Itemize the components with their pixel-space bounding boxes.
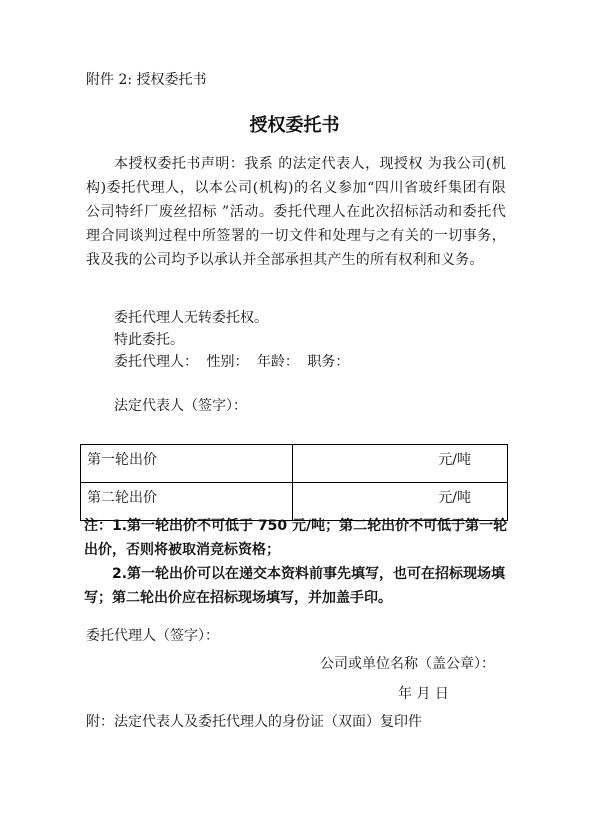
document-title: 授权委托书: [249, 115, 340, 136]
bid-table: [80, 444, 508, 521]
bid-value-field[interactable]: 元/吨: [293, 445, 508, 483]
note-2: 2.第一轮出价可以在递交本资料前事先填写，也可在招标现场填写；第二轮出价应在招标现场填写，并加盖手印。: [84, 566, 506, 606]
statement-paragraph: 本授权委托书声明：我系 的法定代表人，现授权 为我公司(机构)委托代理人，以本公司(机构)的名义参加“四川省玻纤集团有限公司特纤厂废丝招标 ”活动。委托代理人在此次招标活动和委托代理合同谈判过程中所签署的一切文件和处理与之有关的一切事务，我及我的公司均予以承认并全部承担其产生的所有权利和义务。: [86, 156, 506, 268]
date-line: 年 月 日: [398, 686, 449, 702]
appendix-note: 附：法定代表人及委托代理人的身份证（双面）复印件: [86, 714, 422, 730]
agent-fields: 委托代理人： 性别： 年龄： 职务：: [114, 354, 350, 370]
note-1: 注：1.第一轮出价不可低于 750 元/吨；第二轮出价不可低于第一轮出价，否则将被取消竞标资格；: [84, 518, 508, 558]
table-row: [81, 445, 508, 483]
bid-round-label: 第二轮出价: [81, 483, 293, 521]
bid-round-label: 第一轮出价: [81, 445, 293, 483]
agent-signature-label: 委托代理人（签字）：: [86, 628, 219, 644]
legal-rep-signature-label: 法定代表人（签字）：: [114, 398, 247, 414]
bid-value-field[interactable]: 元/吨: [293, 483, 508, 521]
attachment-label: 附件 2: 授权委托书: [86, 72, 207, 88]
no-transfer-text: 委托代理人无转委托权。: [114, 310, 268, 326]
hereby-text: 特此委托。: [114, 332, 184, 348]
company-seal-label: 公司或单位名称（盖公章）：: [320, 656, 495, 672]
